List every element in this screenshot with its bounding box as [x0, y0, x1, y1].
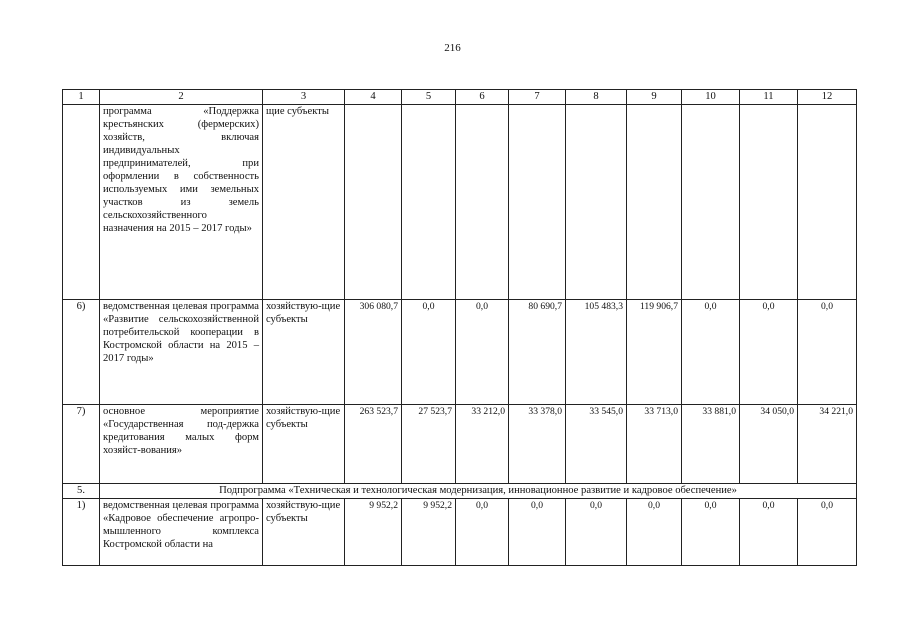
subprogram-number: 5. [63, 484, 100, 499]
subprogram-title: Подпрограмма «Техническая и технологическая модернизация, инновационное развитие и кадровое обеспечение» [100, 484, 857, 499]
column-header: 6 [456, 90, 509, 105]
value-cell: 105 483,3 [566, 300, 627, 405]
table-header-row [63, 90, 857, 105]
column-header: 1 [63, 90, 100, 105]
value-cell: 34 221,0 [798, 405, 857, 484]
column-header: 5 [402, 90, 456, 105]
row-number: 7) [63, 405, 100, 484]
table-row [63, 499, 857, 566]
column-header: 4 [345, 90, 402, 105]
column-header: 11 [740, 90, 798, 105]
value-cell: 0,0 [798, 300, 857, 405]
subprogram-row [63, 484, 857, 499]
column-header: 7 [509, 90, 566, 105]
row-number [63, 105, 100, 300]
column-header: 3 [263, 90, 345, 105]
table-row [63, 300, 857, 405]
value-cell [509, 105, 566, 300]
row-number: 1) [63, 499, 100, 566]
value-cell: 27 523,7 [402, 405, 456, 484]
value-cell [456, 105, 509, 300]
row-subject: щие субъекты [263, 105, 345, 300]
row-description: основное мероприятие «Государственная под-держка кредитования малых форм хозяйст-вования» [100, 405, 263, 484]
value-cell [682, 105, 740, 300]
value-cell: 33 713,0 [627, 405, 682, 484]
row-number: 6) [63, 300, 100, 405]
value-cell: 0,0 [740, 499, 798, 566]
column-header: 2 [100, 90, 263, 105]
value-cell: 9 952,2 [402, 499, 456, 566]
value-cell: 0,0 [566, 499, 627, 566]
budget-table [62, 89, 857, 566]
value-cell: 34 050,0 [740, 405, 798, 484]
row-description: программа «Поддержка крестьянских (фермерских) хозяйств, включая индивидуальных предпринимателей, при оформлении в собственность используемых ими земельных участков из земель сельскохозяйственного назначения на 2015 – 2017 годы» [100, 105, 263, 300]
row-description: ведомственная целевая программа «Кадровое обеспечение агропро-мышленного комплекса Костромской области на [100, 499, 263, 566]
value-cell: 80 690,7 [509, 300, 566, 405]
value-cell [627, 105, 682, 300]
value-cell: 0,0 [509, 499, 566, 566]
value-cell: 306 080,7 [345, 300, 402, 405]
value-cell [798, 105, 857, 300]
column-header: 9 [627, 90, 682, 105]
value-cell: 33 212,0 [456, 405, 509, 484]
page-number: 216 [444, 42, 461, 54]
value-cell [402, 105, 456, 300]
value-cell: 33 881,0 [682, 405, 740, 484]
value-cell [740, 105, 798, 300]
value-cell: 0,0 [402, 300, 456, 405]
row-subject: хозяйствую-щие субъекты [263, 499, 345, 566]
table-row [63, 405, 857, 484]
value-cell: 0,0 [456, 499, 509, 566]
value-cell: 119 906,7 [627, 300, 682, 405]
value-cell: 0,0 [682, 499, 740, 566]
value-cell: 33 378,0 [509, 405, 566, 484]
row-subject: хозяйствую-щие субъекты [263, 300, 345, 405]
value-cell [566, 105, 627, 300]
column-header: 12 [798, 90, 857, 105]
value-cell: 0,0 [740, 300, 798, 405]
table-row [63, 105, 857, 300]
row-subject: хозяйствую-щие субъекты [263, 405, 345, 484]
value-cell: 33 545,0 [566, 405, 627, 484]
value-cell: 9 952,2 [345, 499, 402, 566]
column-header: 10 [682, 90, 740, 105]
row-description: ведомственная целевая программа «Развитие сельскохозяйственной потребительской кооперации в Костромской области на 2015 – 2017 годы» [100, 300, 263, 405]
value-cell [345, 105, 402, 300]
value-cell: 263 523,7 [345, 405, 402, 484]
column-header: 8 [566, 90, 627, 105]
value-cell: 0,0 [627, 499, 682, 566]
value-cell: 0,0 [798, 499, 857, 566]
value-cell: 0,0 [456, 300, 509, 405]
value-cell: 0,0 [682, 300, 740, 405]
